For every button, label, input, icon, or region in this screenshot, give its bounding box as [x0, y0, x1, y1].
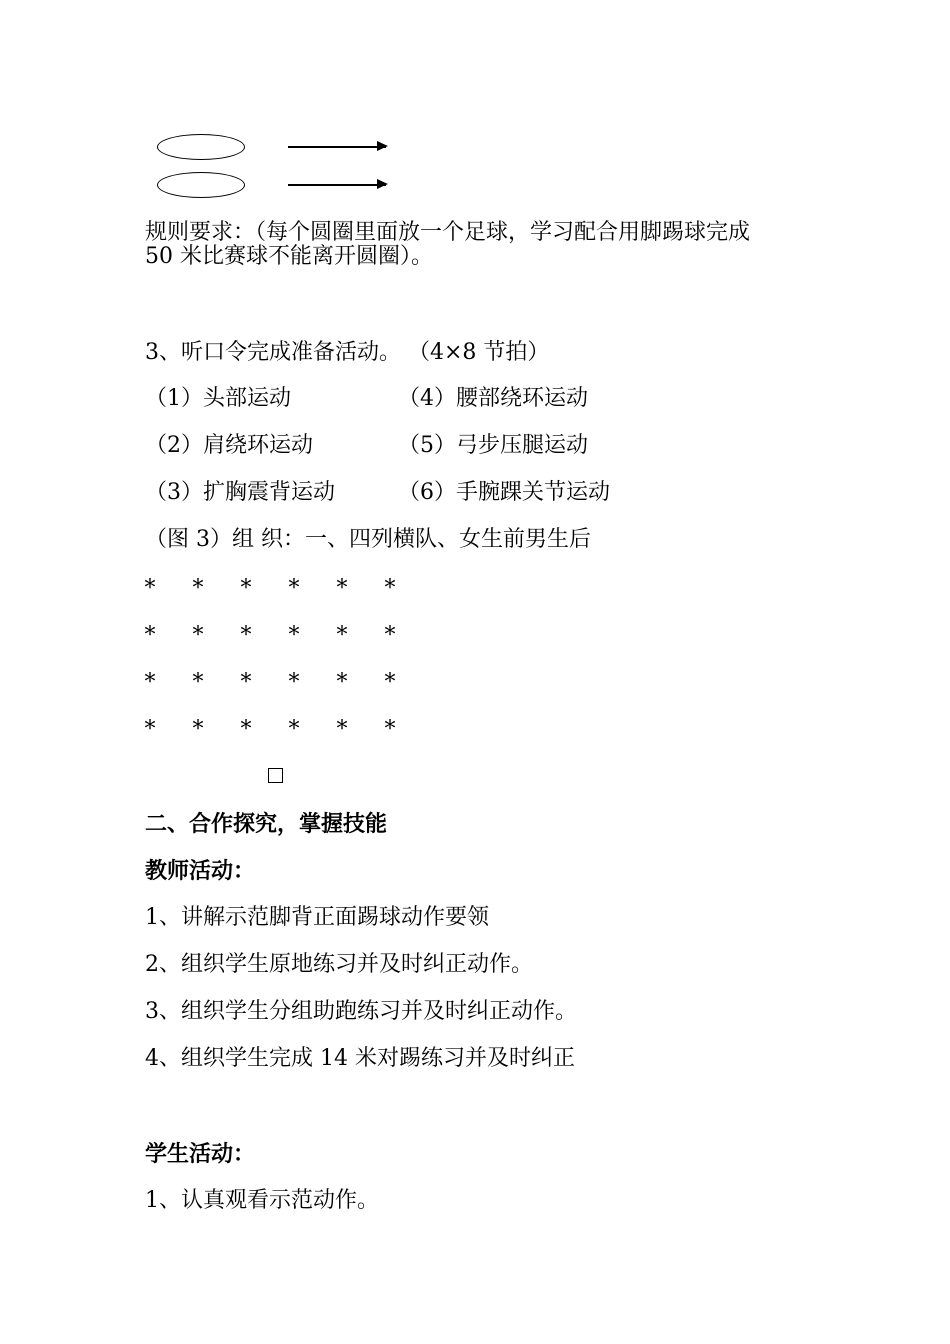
- student-activity-heading: 学生活动：: [145, 1141, 256, 1167]
- formation-caption: （图 3）组 织：一、四列横队、女生前男生后: [145, 527, 591, 552]
- warmup-item: （1）头部运动: [145, 386, 291, 411]
- formation-star: *: [240, 717, 252, 742]
- teacher-activity-heading: 教师活动：: [145, 858, 256, 884]
- formation-star: *: [336, 576, 348, 601]
- warmup-item: （6）手腕踝关节运动: [398, 480, 610, 505]
- warmup-item: （5）弓步压腿运动: [398, 433, 588, 458]
- teacher-activity-item: 1、讲解示范脚背正面踢球动作要领: [145, 905, 489, 930]
- formation-star: *: [336, 623, 348, 648]
- formation-star: *: [192, 623, 204, 648]
- ball-circle-ellipse: [157, 172, 245, 198]
- ball-circle-ellipse: [157, 134, 245, 160]
- formation-star: *: [144, 670, 156, 695]
- formation-star: *: [240, 623, 252, 648]
- section-title: 二、合作探究，掌握技能: [145, 811, 388, 837]
- warmup-item: （2）肩绕环运动: [145, 433, 313, 458]
- student-activity-item: 1、认真观看示范动作。: [145, 1188, 379, 1213]
- rules-line-1: 规则要求：（每个圆圈里面放一个足球，学习配合用脚踢球完成: [145, 220, 751, 245]
- formation-star: *: [240, 670, 252, 695]
- formation-star: *: [144, 717, 156, 742]
- formation-star: *: [192, 717, 204, 742]
- arrow-right-icon: [288, 184, 386, 186]
- teacher-position-square-icon: [268, 768, 283, 783]
- formation-star: *: [288, 623, 300, 648]
- formation-star: *: [144, 576, 156, 601]
- warmup-heading: 3、听口令完成准备活动。 （4×8 节拍）: [145, 340, 550, 365]
- formation-star: *: [384, 576, 396, 601]
- warmup-item: （4）腰部绕环运动: [398, 386, 588, 411]
- formation-star: *: [384, 623, 396, 648]
- formation-star: *: [384, 717, 396, 742]
- formation-star: *: [144, 623, 156, 648]
- teacher-activity-item: 2、组织学生原地练习并及时纠正动作。: [145, 952, 533, 977]
- formation-star: *: [384, 670, 396, 695]
- teacher-activity-item: 3、组织学生分组助跑练习并及时纠正动作。: [145, 999, 577, 1024]
- formation-star: *: [336, 670, 348, 695]
- formation-star: *: [240, 576, 252, 601]
- arrow-right-icon: [288, 146, 386, 148]
- formation-star: *: [288, 717, 300, 742]
- formation-star: *: [336, 717, 348, 742]
- formation-star: *: [288, 670, 300, 695]
- formation-star: *: [192, 670, 204, 695]
- formation-star: *: [288, 576, 300, 601]
- warmup-item: （3）扩胸震背运动: [145, 480, 335, 505]
- teacher-activity-item: 4、组织学生完成 14 米对踢练习并及时纠正: [145, 1046, 575, 1071]
- formation-star: *: [192, 576, 204, 601]
- rules-line-2: 50 米比赛球不能离开圆圈）。: [145, 244, 433, 269]
